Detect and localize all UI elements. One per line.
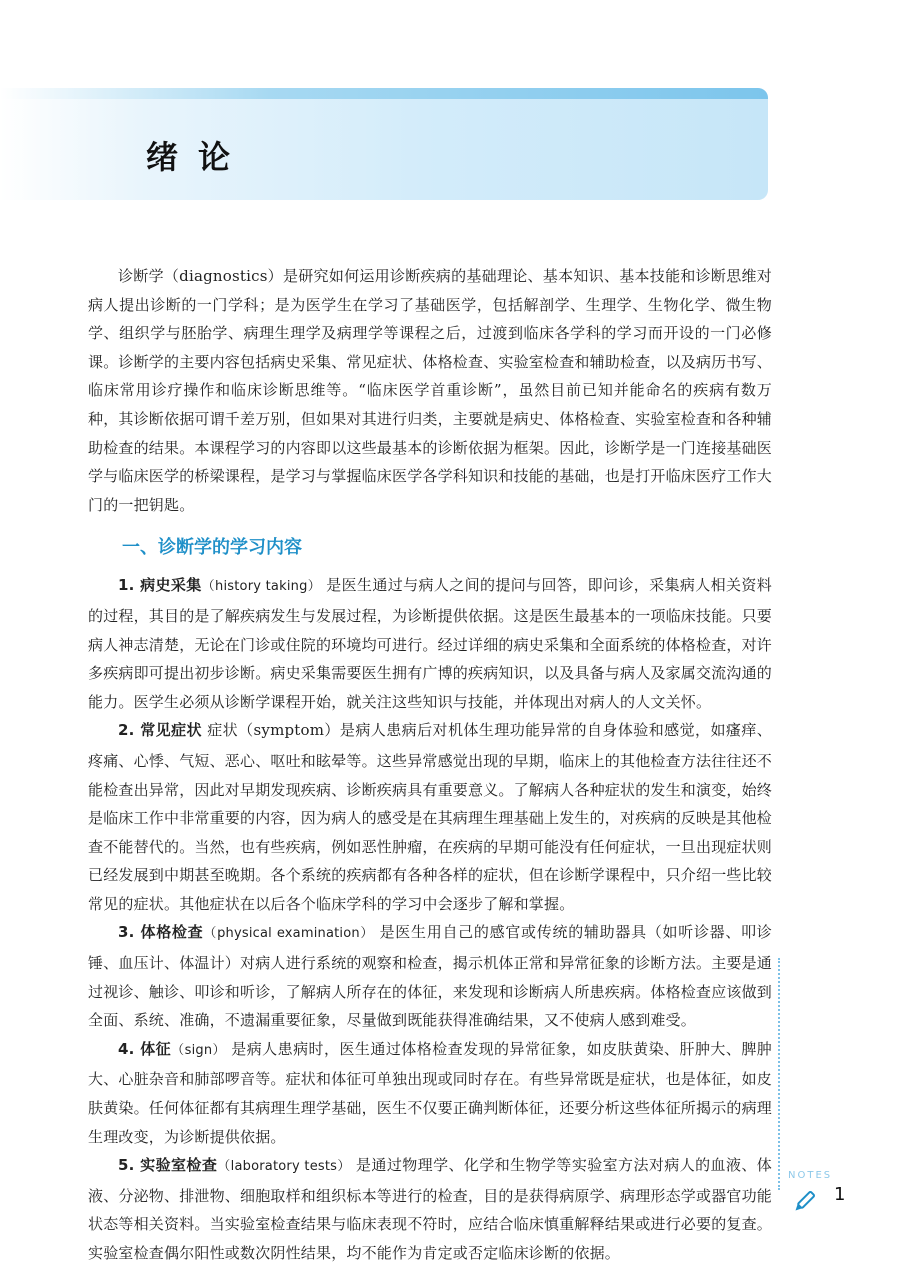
item-label: 3. 体格检查	[118, 923, 204, 942]
chapter-banner	[0, 88, 768, 200]
item-text: 症状（symptom）是病人患病后对机体生理功能异常的自身体验和感觉，如瘙痒、疼痛、心悸、气短、恶心、呕吐和眩晕等。这些异常感觉出现的早期，临床上的其他检查方法往往还不能检查出异常，因此对早期发现疾病、诊断疾病具有重要意义。了解病人各种症状的发生和演变，始终是临床工作中非常重要的内容，因为病人的感受是在其病理生理基础上发生的，对疾病的反映是其他检查不能替代的。当然，也有些疾病，例如恶性肿瘤，在疾病的早期可能没有任何症状，一旦出现症状则已经发展到中期甚至晚期。各个系统的疾病都有各种各样的症状，但在诊断学课程中，只介绍一些比较常见的症状。其他症状在以后各个临床学科的学习中会逐步了解和掌握。	[88, 721, 773, 913]
item-physical-exam	[88, 918, 772, 1034]
section-heading: 一、诊断学的学习内容	[122, 537, 302, 559]
banner-stripe	[0, 88, 768, 99]
item-lab-tests	[88, 1151, 772, 1267]
pen-icon	[790, 1188, 818, 1216]
page-number: 1	[834, 1184, 846, 1205]
item-english-term: （history taking）	[201, 579, 322, 595]
intro-paragraph: 诊断学（diagnostics）是研究如何运用诊断疾病的基础理论、基本知识、基本技能和诊断思维对病人提出诊断的一门学科；是为医学生在学习了基础医学，包括解剖学、生理学、生物化学、微生物学、组织学与胚胎学、病理生理学及病理学等课程之后，过渡到临床各学科的学习而开设的一门必修课。诊断学的主要内容包括病史采集、常见症状、体格检查、实验室检查和辅助检查，以及病历书写、临床常用诊疗操作和临床诊断思维等。“临床医学首重诊断”，虽然目前已知并能命名的疾病有数万种，其诊断依据可谓千差万别，但如果对其进行归类，主要就是病史、体格检查、实验室检查和各种辅助检查的结果。本课程学习的内容即以这些最基本的诊断依据为框架。因此，诊断学是一门连接基础医学与临床医学的桥梁课程，是学习与掌握临床医学各学科知识和技能的基础，也是打开临床医疗工作大门的一把钥匙。	[88, 267, 773, 514]
item-label: 5. 实验室检查	[118, 1156, 218, 1175]
chapter-title: 绪论	[146, 138, 251, 176]
item-english-term: （sign）	[171, 1042, 226, 1058]
notes-margin-line	[778, 958, 780, 1190]
item-label: 4. 体征	[118, 1039, 172, 1058]
notes-label: NOTES	[788, 1170, 833, 1181]
item-text: 是通过物理学、化学和生物学等实验室方法对病人的血液、体液、分泌物、排泄物、细胞取样和组织标本等进行的检查，目的是获得病原学、病理形态学或器官功能状态等相关资料。当实验室检查结果与临床表现不符时，应结合临床慎重解释结果或进行必要的复查。实验室检查偶尔阳性或数次阴性结果，均不能作为肯定或否定临床诊断的依据。	[88, 1156, 773, 1262]
body-content	[88, 262, 772, 1268]
item-history-taking	[88, 571, 772, 716]
item-label: 1. 病史采集	[118, 576, 202, 595]
item-english-term: （physical examination）	[203, 926, 375, 942]
item-sign	[88, 1035, 772, 1151]
item-text: 是病人患病时，医生通过体格检查发现的异常征象，如皮肤黄染、肝肿大、脾肿大、心脏杂音和肺部啰音等。症状和体征可单独出现或同时存在。有些异常既是症状，也是体征，如皮肤黄染。任何体征都有其病理生理学基础，医生不仅要正确判断体征，还要分析这些体征所揭示的病理生理改变，为诊断提供依据。	[88, 1039, 773, 1146]
item-text: 是医生用自己的感官或传统的辅助器具（如听诊器、叩诊锤、血压计、体温计）对病人进行系统的观察和检查，揭示机体正常和异常征象的诊断方法。主要是通过视诊、触诊、叩诊和听诊，了解病人所存在的体征，来发现和诊断病人所患疾病。体格检查应该做到全面、系统、准确，不遗漏重要征象，尽量做到既能获得准确结果，又不使病人感到难受。	[88, 923, 773, 1030]
item-text: 是医生通过与病人之间的提问与回答，即问诊，采集病人相关资料的过程，其目的是了解疾病发生与发展过程，为诊断提供依据。这是医生最基本的一项临床技能。只要病人神志清楚，无论在门诊或住院的环境均可进行。经过详细的病史采集和全面系统的体格检查，对许多疾病即可提出初步诊断。病史采集需要医生拥有广博的疾病知识，以及具备与病人及家属交流沟通的能力。医学生必须从诊断学课程开始，就关注这些知识与技能，并体现出对病人的人文关怀。	[88, 576, 773, 711]
item-label: 2. 常见症状	[118, 721, 202, 740]
item-common-symptoms	[88, 716, 772, 918]
item-english-term: （laboratory tests）	[217, 1159, 351, 1175]
